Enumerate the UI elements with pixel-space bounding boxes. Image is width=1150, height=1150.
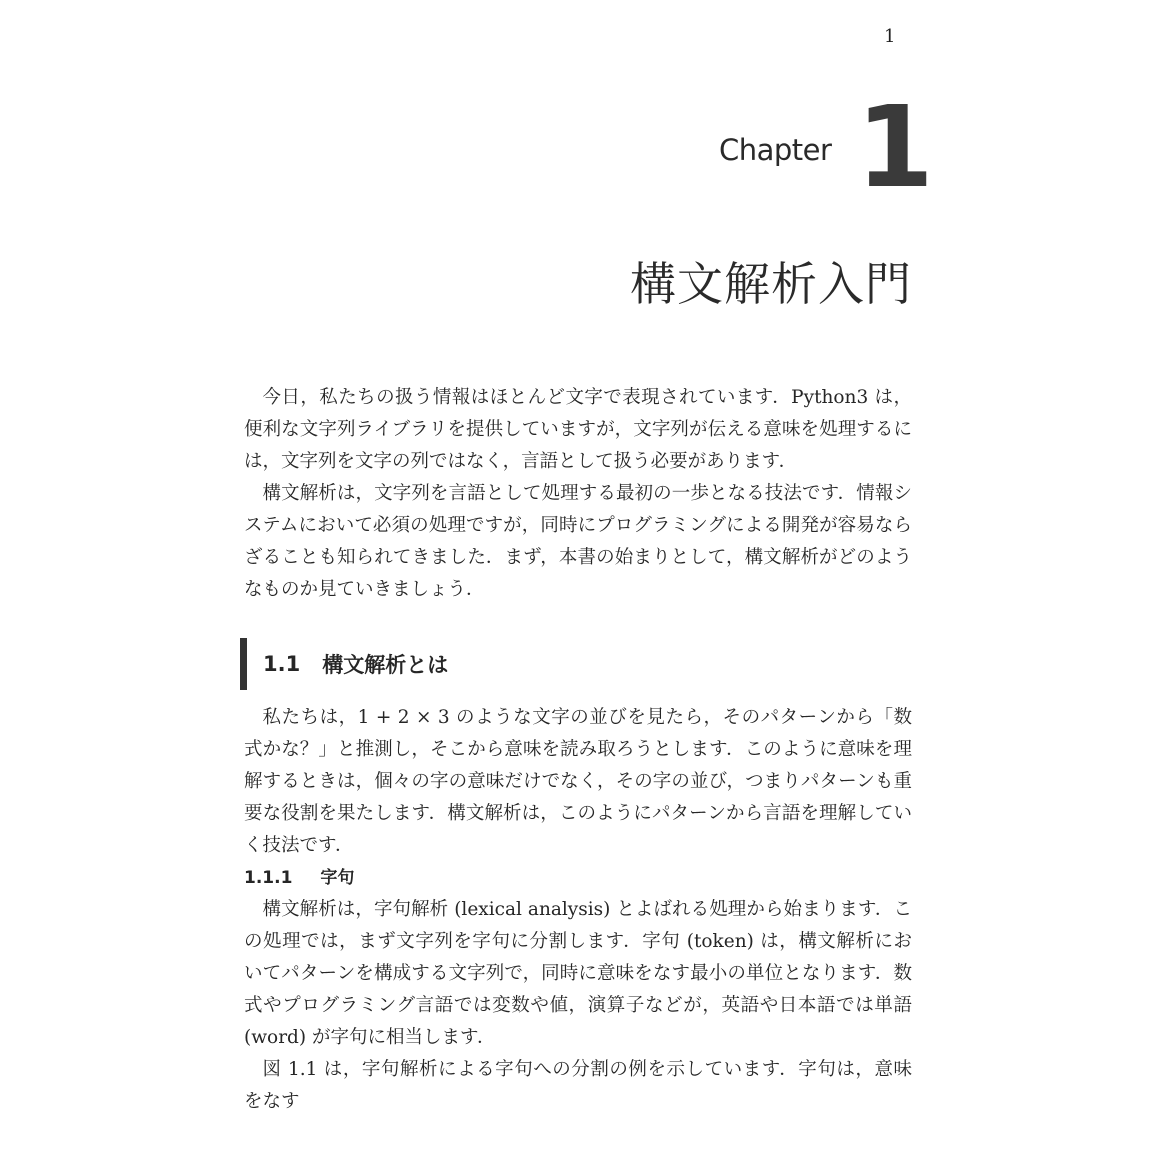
subsection-text — [244, 894, 912, 1118]
section-title: 構文解析とは — [322, 653, 449, 677]
intro-paragraph: 構文解析は，文字列を言語として処理する最初の一歩となる技法です．情報システムにおいて必須の処理ですが，同時にプログラミングによる開発が容易ならざることも知られてきました．まず，本書の始まりとして，構文解析がどのようなものか見ていきましょう． — [244, 483, 912, 600]
subsection-title: 字句 — [320, 868, 355, 888]
subsection-paragraph: 構文解析は，字句解析 (lexical analysis) とよばれる処理から始まります．この処理では，まず文字列を字句に分割します．字句 (token) は，構文解析においてパターンを構成する文字列で，同時に意味をなす最小の単位となります．数式やプログラミング言語では変数や値，演算子などが，英語や日本語では単語 (word) が字句に相当します． — [244, 899, 912, 1048]
page-number: 1 — [884, 26, 896, 47]
chapter-number: 1 — [856, 83, 934, 213]
intro-paragraph: 今日，私たちの扱う情報はほとんど文字で表現されています．Python3 は，便利な文字列ライブラリを提供していますが，文字列が伝える意味を処理するには，文字列を文字の列ではなく，言語として扱う必要があります． — [244, 387, 912, 472]
section-paragraph: 私たちは，1 + 2 × 3 のような文字の並びを見たら，そのパターンから「数式かな？」と推測し，そこから意味を読み取ろうとします．このように意味を理解するときは，個々の字の意味だけでなく，その字の並び，つまりパターンも重要な役割を果たします．構文解析は，このようにパターンから言語を理解していく技法です． — [244, 707, 912, 856]
chapter-label: Chapter — [719, 133, 832, 167]
intro-text — [244, 382, 912, 606]
subsection-number: 1.1.1 — [244, 868, 293, 888]
subsection-heading — [244, 863, 354, 888]
section-heading — [240, 638, 448, 690]
subsection-paragraph: 図 1.1 は，字句解析による字句への分割の例を示しています．字句は，意味をなす — [244, 1059, 912, 1112]
section-number: 1.1 — [263, 652, 301, 676]
chapter-title: 構文解析入門 — [630, 257, 912, 311]
section-text — [244, 702, 912, 862]
